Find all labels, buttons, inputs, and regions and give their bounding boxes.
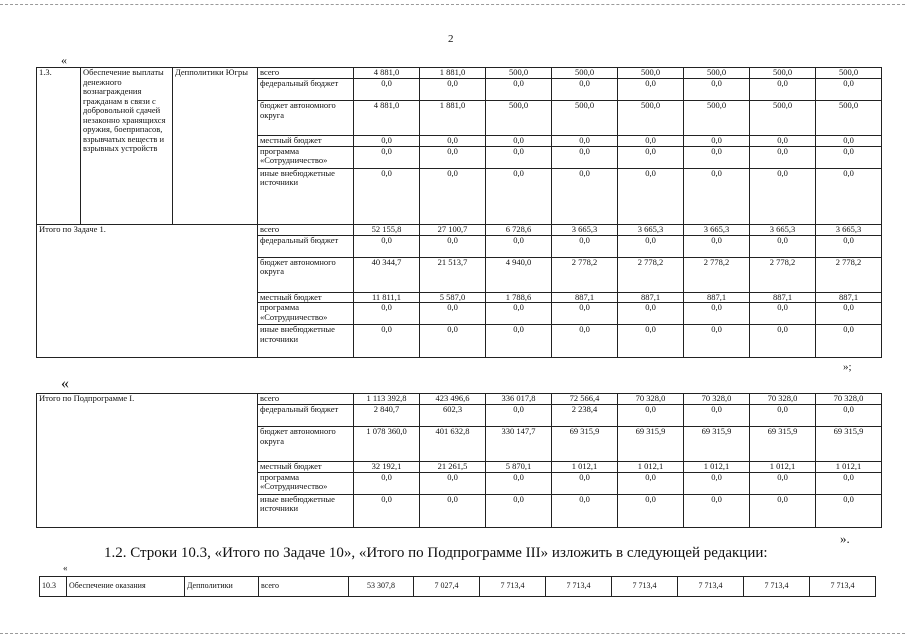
value-cell: 0,0 xyxy=(684,494,750,527)
page-number: 2 xyxy=(448,33,454,45)
value-cell: 0,0 xyxy=(552,235,618,257)
funding-source: федеральный бюджет xyxy=(258,235,354,257)
value-cell: 1 113 392,8 xyxy=(354,394,420,405)
value-cell: 887,1 xyxy=(552,292,618,303)
value-cell: 0,0 xyxy=(684,472,750,494)
value-cell: 401 632,8 xyxy=(420,427,486,462)
value-cell: 0,0 xyxy=(552,146,618,168)
value-cell: 2 778,2 xyxy=(816,257,882,292)
funding-source: федеральный бюджет xyxy=(258,405,354,427)
value-cell: 0,0 xyxy=(750,472,816,494)
value-cell: 0,0 xyxy=(684,325,750,358)
table-row-10-3 xyxy=(39,576,876,597)
table-row xyxy=(40,577,876,597)
value-cell: 0,0 xyxy=(420,136,486,147)
value-cell: 0,0 xyxy=(618,146,684,168)
value-cell: 69 315,9 xyxy=(816,427,882,462)
value-cell: 7 713,4 xyxy=(546,577,612,597)
value-cell: 0,0 xyxy=(354,303,420,325)
value-cell: 70 328,0 xyxy=(750,394,816,405)
value-cell: 7 713,4 xyxy=(612,577,678,597)
value-cell: 0,0 xyxy=(486,136,552,147)
value-cell: 500,0 xyxy=(552,101,618,136)
quote-close-1: »; xyxy=(843,361,852,373)
value-cell: 0,0 xyxy=(750,405,816,427)
value-cell: 0,0 xyxy=(816,79,882,101)
value-cell: 7 713,4 xyxy=(744,577,810,597)
value-cell: 32 192,1 xyxy=(354,462,420,473)
value-cell: 0,0 xyxy=(354,136,420,147)
funding-source: иные внебюджетные источники xyxy=(258,168,354,224)
value-cell: 2 778,2 xyxy=(552,257,618,292)
value-cell: 4 940,0 xyxy=(486,257,552,292)
value-cell: 887,1 xyxy=(816,292,882,303)
value-cell: 0,0 xyxy=(750,168,816,224)
funding-source: всего xyxy=(258,224,354,235)
executor: Депполитики Югры xyxy=(173,68,258,225)
value-cell: 0,0 xyxy=(750,79,816,101)
value-cell: 500,0 xyxy=(552,68,618,79)
value-cell: 0,0 xyxy=(486,235,552,257)
value-cell: 1 881,0 xyxy=(420,101,486,136)
value-cell: 0,0 xyxy=(816,303,882,325)
value-cell: 336 017,8 xyxy=(486,394,552,405)
funding-source: всего xyxy=(258,394,354,405)
value-cell: 0,0 xyxy=(816,136,882,147)
value-cell: 0,0 xyxy=(618,325,684,358)
value-cell: 0,0 xyxy=(684,303,750,325)
value-cell: 0,0 xyxy=(486,494,552,527)
value-cell: 0,0 xyxy=(750,303,816,325)
value-cell: 69 315,9 xyxy=(750,427,816,462)
value-cell: 0,0 xyxy=(552,136,618,147)
value-cell: 0,0 xyxy=(420,235,486,257)
value-cell: 0,0 xyxy=(486,325,552,358)
value-cell: 0,0 xyxy=(684,79,750,101)
value-cell: 1 078 360,0 xyxy=(354,427,420,462)
value-cell: 0,0 xyxy=(552,494,618,527)
value-cell: 27 100,7 xyxy=(420,224,486,235)
value-cell: 0,0 xyxy=(486,168,552,224)
value-cell: 69 315,9 xyxy=(684,427,750,462)
value-cell: 500,0 xyxy=(684,68,750,79)
value-cell: 1 012,1 xyxy=(816,462,882,473)
value-cell: 500,0 xyxy=(684,101,750,136)
value-cell: 0,0 xyxy=(684,136,750,147)
value-cell: 887,1 xyxy=(750,292,816,303)
value-cell: 53 307,8 xyxy=(349,577,414,597)
value-cell: 0,0 xyxy=(618,235,684,257)
value-cell: 6 728,6 xyxy=(486,224,552,235)
value-cell: 2 840,7 xyxy=(354,405,420,427)
value-cell: 40 344,7 xyxy=(354,257,420,292)
value-cell: 72 566,4 xyxy=(552,394,618,405)
value-cell: 0,0 xyxy=(816,235,882,257)
value-cell: 0,0 xyxy=(816,494,882,527)
value-cell: 0,0 xyxy=(684,146,750,168)
item-name: Обеспечение оказания xyxy=(67,577,185,597)
scan-edge-top xyxy=(0,4,905,5)
value-cell: 0,0 xyxy=(750,494,816,527)
value-cell: 0,0 xyxy=(486,79,552,101)
funding-source: всего xyxy=(259,577,349,597)
value-cell: 4 881,0 xyxy=(354,101,420,136)
funding-source: иные внебюджетные источники xyxy=(258,494,354,527)
value-cell: 330 147,7 xyxy=(486,427,552,462)
quote-open-2: « xyxy=(61,375,69,392)
value-cell: 3 665,3 xyxy=(750,224,816,235)
value-cell: 0,0 xyxy=(552,168,618,224)
value-cell: 0,0 xyxy=(420,79,486,101)
value-cell: 5 587,0 xyxy=(420,292,486,303)
value-cell: 0,0 xyxy=(486,303,552,325)
value-cell: 500,0 xyxy=(750,101,816,136)
funding-source: местный бюджет xyxy=(258,136,354,147)
value-cell: 0,0 xyxy=(618,303,684,325)
value-cell: 500,0 xyxy=(816,68,882,79)
table-row xyxy=(37,394,882,405)
funding-source: федеральный бюджет xyxy=(258,79,354,101)
value-cell: 3 665,3 xyxy=(684,224,750,235)
funding-source: программа «Сотрудничество» xyxy=(258,472,354,494)
value-cell: 0,0 xyxy=(420,472,486,494)
value-cell: 1 012,1 xyxy=(552,462,618,473)
table-row xyxy=(37,68,882,79)
value-cell: 500,0 xyxy=(618,101,684,136)
scan-edge-bottom xyxy=(0,633,905,634)
value-cell: 0,0 xyxy=(354,235,420,257)
value-cell: 887,1 xyxy=(618,292,684,303)
value-cell: 0,0 xyxy=(750,146,816,168)
table-row xyxy=(37,224,882,235)
funding-source: бюджет автономного округа xyxy=(258,257,354,292)
value-cell: 0,0 xyxy=(420,168,486,224)
value-cell: 0,0 xyxy=(354,79,420,101)
value-cell: 2 778,2 xyxy=(684,257,750,292)
funding-source: программа «Сотрудничество» xyxy=(258,146,354,168)
value-cell: 69 315,9 xyxy=(618,427,684,462)
value-cell: 0,0 xyxy=(618,79,684,101)
value-cell: 7 713,4 xyxy=(810,577,876,597)
value-cell: 0,0 xyxy=(816,146,882,168)
funding-source: местный бюджет xyxy=(258,292,354,303)
funding-source: бюджет автономного округа xyxy=(258,101,354,136)
value-cell: 0,0 xyxy=(816,168,882,224)
item-name: Обеспечение выплаты денежного вознаграждения гражданам в связи с добровольной сдачей незаконно хранящихся оружия, боеприпасов, взрывчатых веществ и взрывных устройств xyxy=(81,68,173,225)
value-cell: 0,0 xyxy=(816,472,882,494)
value-cell: 4 881,0 xyxy=(354,68,420,79)
value-cell: 500,0 xyxy=(750,68,816,79)
value-cell: 0,0 xyxy=(684,168,750,224)
value-cell: 0,0 xyxy=(354,146,420,168)
value-cell: 0,0 xyxy=(420,146,486,168)
value-cell: 3 665,3 xyxy=(618,224,684,235)
quote-open-1: « xyxy=(61,53,67,67)
funding-source: всего xyxy=(258,68,354,79)
value-cell: 0,0 xyxy=(750,325,816,358)
value-cell: 7 713,4 xyxy=(480,577,546,597)
value-cell: 0,0 xyxy=(750,136,816,147)
value-cell: 0,0 xyxy=(552,79,618,101)
value-cell: 0,0 xyxy=(816,405,882,427)
value-cell: 500,0 xyxy=(816,101,882,136)
value-cell: 0,0 xyxy=(486,472,552,494)
executor: Депполитики xyxy=(185,577,259,597)
value-cell: 69 315,9 xyxy=(552,427,618,462)
value-cell: 0,0 xyxy=(486,146,552,168)
value-cell: 0,0 xyxy=(618,472,684,494)
value-cell: 500,0 xyxy=(486,68,552,79)
value-cell: 3 665,3 xyxy=(816,224,882,235)
value-cell: 1 881,0 xyxy=(420,68,486,79)
value-cell: 1 012,1 xyxy=(618,462,684,473)
quote-open-3: « xyxy=(63,563,68,573)
value-cell: 2 778,2 xyxy=(618,257,684,292)
value-cell: 0,0 xyxy=(420,494,486,527)
value-cell: 21 513,7 xyxy=(420,257,486,292)
table-subprogram-1 xyxy=(36,393,882,528)
quote-close-2: ». xyxy=(840,531,850,546)
value-cell: 0,0 xyxy=(552,303,618,325)
value-cell: 0,0 xyxy=(684,235,750,257)
value-cell: 70 328,0 xyxy=(684,394,750,405)
value-cell: 1 012,1 xyxy=(750,462,816,473)
value-cell: 0,0 xyxy=(354,472,420,494)
value-cell: 423 496,6 xyxy=(420,394,486,405)
value-cell: 0,0 xyxy=(420,325,486,358)
section-heading: 1.2. Строки 10.3, «Итого по Задаче 10», «Итого по Подпрограмме III» изложить в следующей редакции: xyxy=(104,545,768,561)
value-cell: 52 155,8 xyxy=(354,224,420,235)
value-cell: 0,0 xyxy=(618,136,684,147)
value-cell: 0,0 xyxy=(618,168,684,224)
value-cell: 0,0 xyxy=(552,325,618,358)
value-cell: 2 778,2 xyxy=(750,257,816,292)
value-cell: 7 027,4 xyxy=(414,577,480,597)
value-cell: 0,0 xyxy=(816,325,882,358)
value-cell: 1 788,6 xyxy=(486,292,552,303)
value-cell: 500,0 xyxy=(486,101,552,136)
value-cell: 3 665,3 xyxy=(552,224,618,235)
funding-source: программа «Сотрудничество» xyxy=(258,303,354,325)
funding-source: местный бюджет xyxy=(258,462,354,473)
value-cell: 0,0 xyxy=(750,235,816,257)
funding-source: бюджет автономного округа xyxy=(258,427,354,462)
value-cell: 0,0 xyxy=(354,168,420,224)
value-cell: 5 870,1 xyxy=(486,462,552,473)
row-number: 10.3 xyxy=(40,577,67,597)
value-cell: 11 811,1 xyxy=(354,292,420,303)
value-cell: 602,3 xyxy=(420,405,486,427)
value-cell: 887,1 xyxy=(684,292,750,303)
value-cell: 0,0 xyxy=(618,405,684,427)
value-cell: 70 328,0 xyxy=(816,394,882,405)
value-cell: 0,0 xyxy=(552,472,618,494)
value-cell: 0,0 xyxy=(486,405,552,427)
value-cell: 2 238,4 xyxy=(552,405,618,427)
total-label: Итого по Задаче 1. xyxy=(37,224,258,358)
value-cell: 0,0 xyxy=(420,303,486,325)
table-task-1 xyxy=(36,67,882,358)
value-cell: 0,0 xyxy=(354,494,420,527)
total-label: Итого по Подпрограмме I. xyxy=(37,394,258,528)
value-cell: 0,0 xyxy=(684,405,750,427)
value-cell: 500,0 xyxy=(618,68,684,79)
row-number: 1.3. xyxy=(37,68,81,225)
value-cell: 70 328,0 xyxy=(618,394,684,405)
value-cell: 1 012,1 xyxy=(684,462,750,473)
value-cell: 0,0 xyxy=(354,325,420,358)
value-cell: 21 261,5 xyxy=(420,462,486,473)
value-cell: 7 713,4 xyxy=(678,577,744,597)
funding-source: иные внебюджетные источники xyxy=(258,325,354,358)
value-cell: 0,0 xyxy=(618,494,684,527)
